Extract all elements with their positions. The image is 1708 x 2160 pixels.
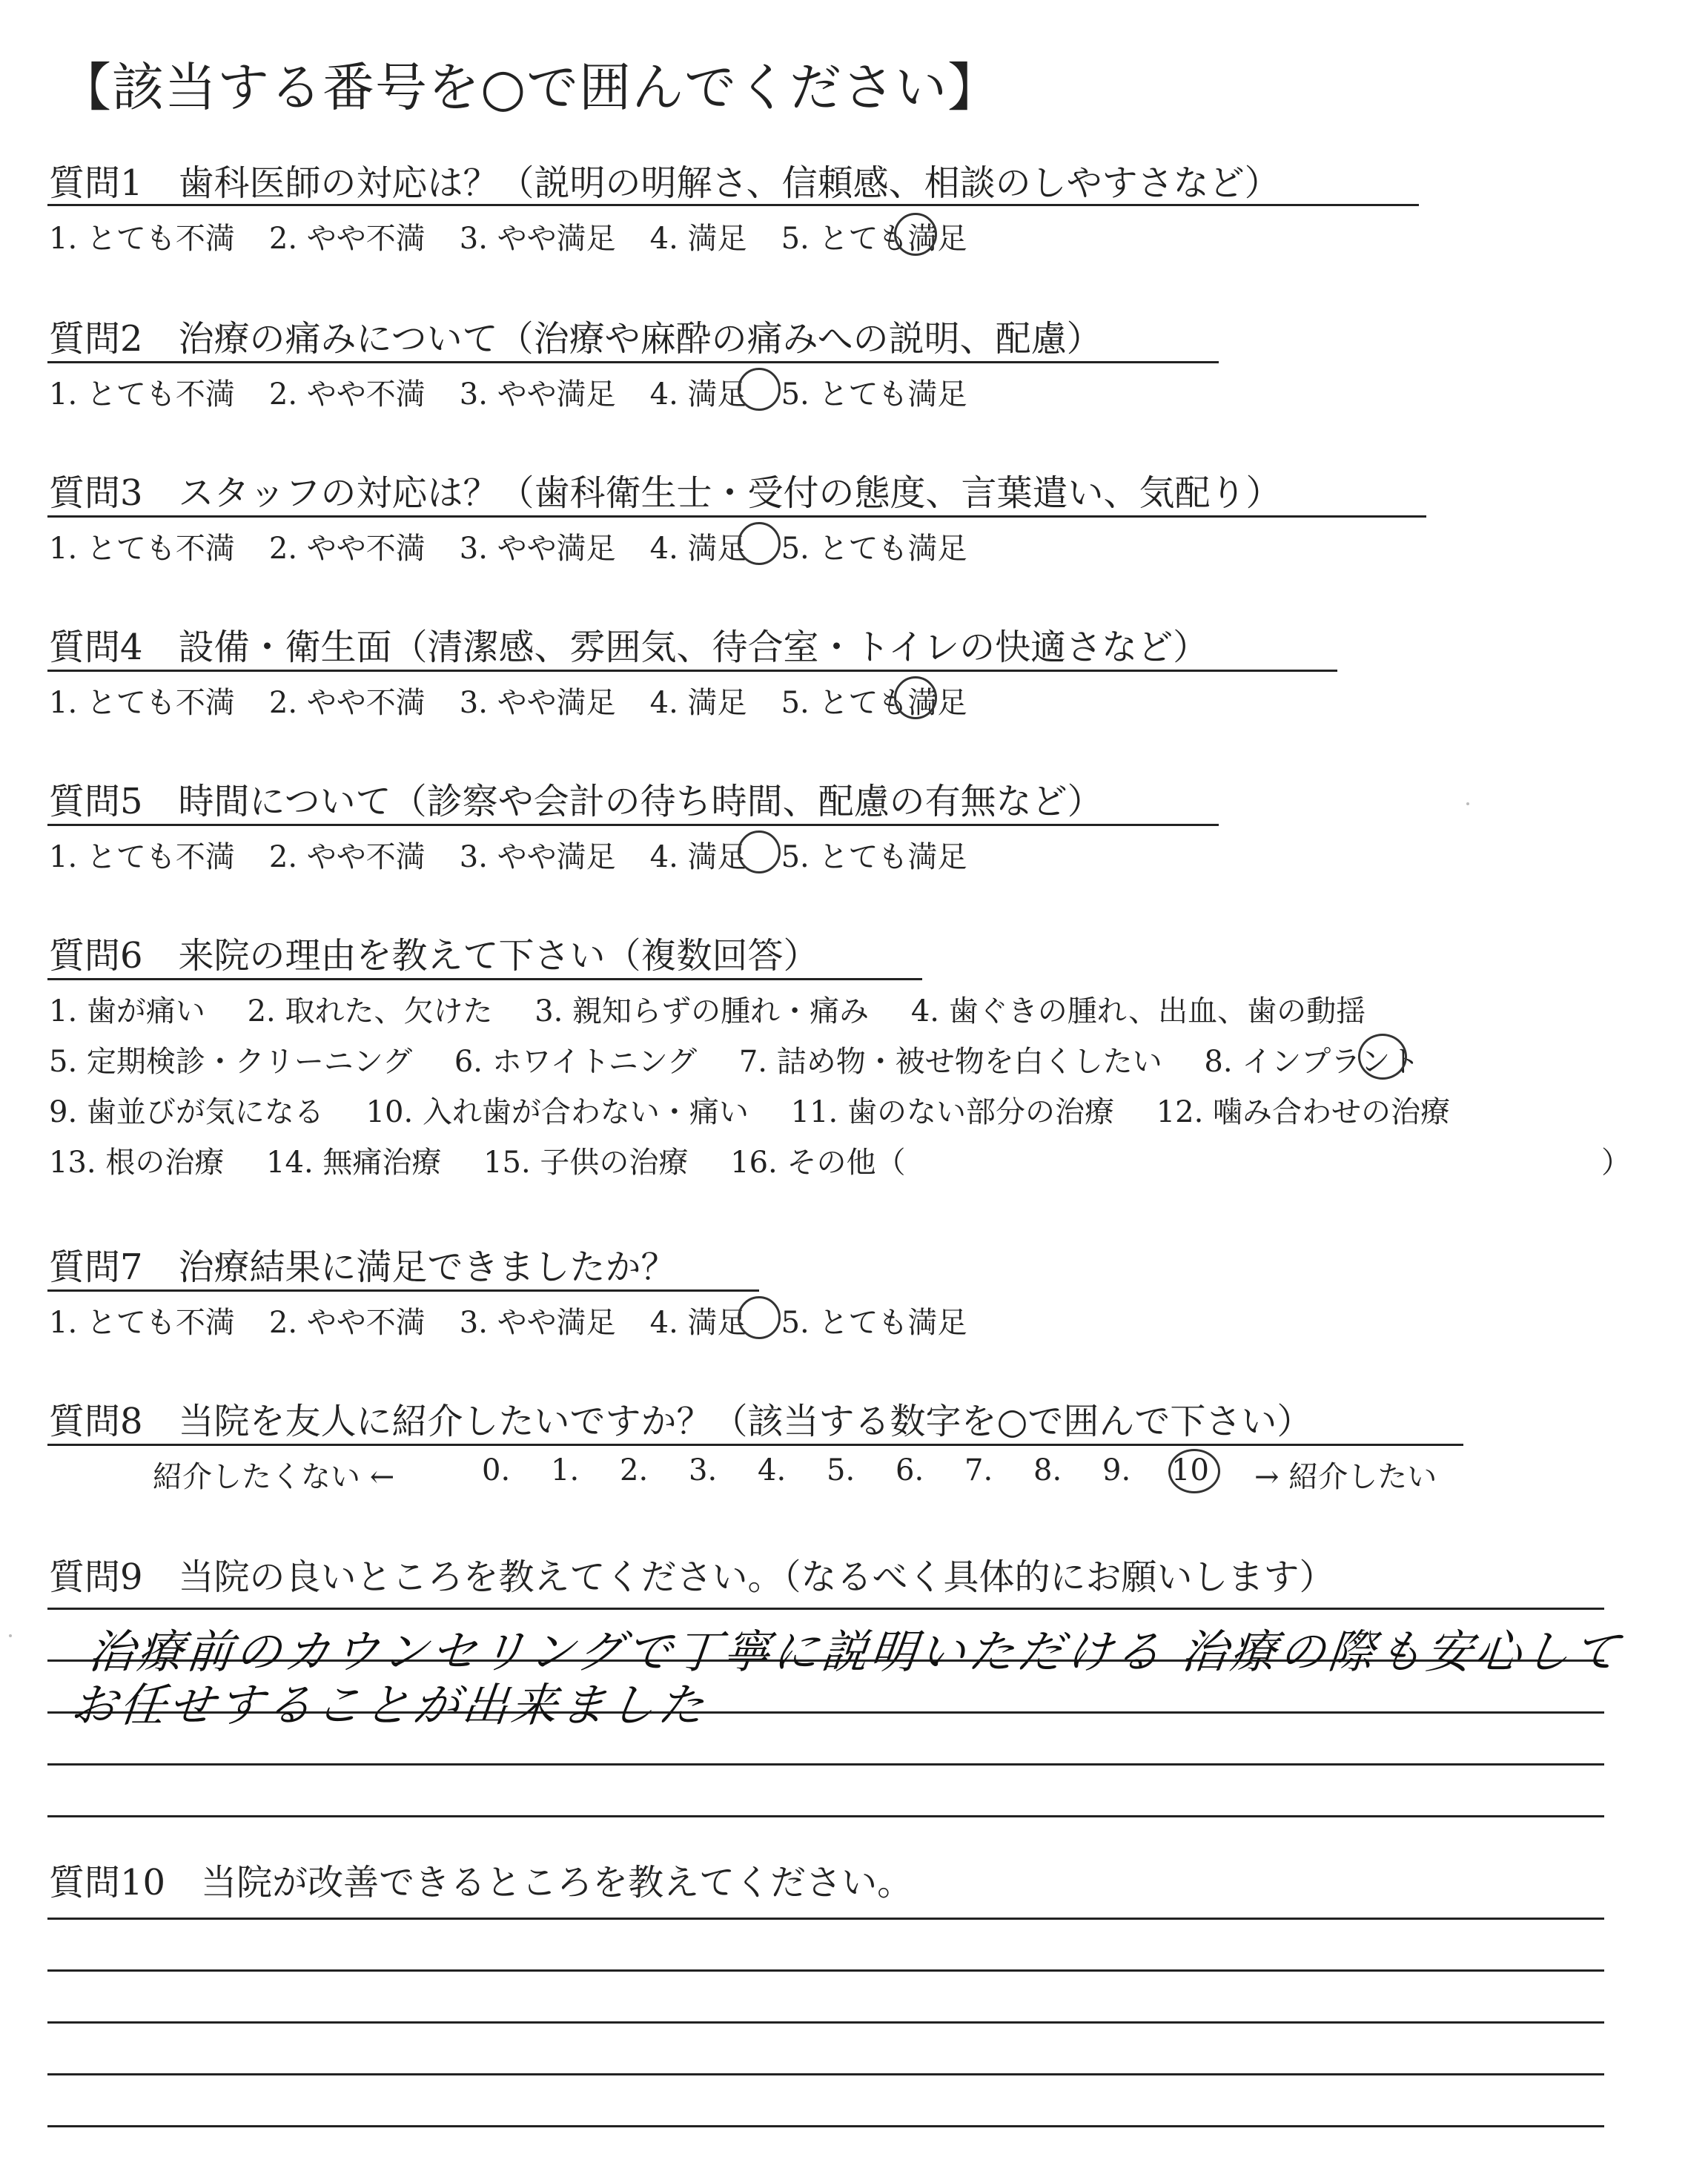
q6-opt-7[interactable]: 7. 詰め物・被せ物を白くしたい <box>738 1045 1162 1079</box>
q6-opt-8[interactable]: 8. インプラント <box>1204 1045 1420 1079</box>
q1-opt-2[interactable]: 2. やや不満 <box>268 222 426 256</box>
q9-handwritten-answer-1: 治療前のカウンセリングで丁寧に説明いただける 治療の際も安心して <box>85 1625 1625 1679</box>
q5-opt-4[interactable]: 4. 満足 <box>649 840 747 874</box>
q6-opt-1[interactable]: 1. 歯が痛い <box>49 994 205 1028</box>
q8-opt-0[interactable]: 0. <box>482 1453 511 1487</box>
q7-underline <box>47 1289 759 1292</box>
q6-opt-11[interactable]: 11. 歯のない部分の治療 <box>790 1095 1114 1129</box>
q2-circle-mark <box>738 368 781 411</box>
scan-speck <box>1466 802 1469 805</box>
q10-answer-line-3 <box>47 2021 1604 2024</box>
q6-opt-16[interactable]: 16. その他（ <box>730 1146 906 1180</box>
q3-opt-1[interactable]: 1. とても不満 <box>49 532 235 566</box>
q5-opt-3[interactable]: 3. やや満足 <box>459 840 616 874</box>
q10-answer-line-4 <box>47 2073 1604 2075</box>
q2-opt-3[interactable]: 3. やや満足 <box>459 377 616 412</box>
q8-opt-7[interactable]: 7. <box>964 1453 993 1487</box>
q5-circle-mark <box>738 830 781 873</box>
q4-opt-1[interactable]: 1. とても不満 <box>49 686 235 720</box>
q6-opt-9[interactable]: 9. 歯並びが気になる <box>49 1095 324 1129</box>
q7-opt-2[interactable]: 2. やや不満 <box>268 1306 426 1340</box>
q8-title: 質問8 当院を友人に紹介したいですか？（該当する数字を○で囲んで下さい） <box>49 1401 1313 1442</box>
q8-opt-10[interactable]: 10 <box>1171 1453 1209 1487</box>
q6-row-1 <box>49 988 1398 1030</box>
q5-opt-1[interactable]: 1. とても不満 <box>49 840 235 874</box>
q3-opt-4[interactable]: 4. 満足 <box>649 532 747 566</box>
q6-title: 質問6 来院の理由を教えて下さい（複数回答） <box>49 935 819 977</box>
q1-circle-mark <box>894 213 937 256</box>
q5-opt-2[interactable]: 2. やや不満 <box>268 840 426 874</box>
q8-left-label: 紹介したくない ← <box>153 1460 395 1494</box>
q1-underline <box>47 204 1419 206</box>
q3-opt-5[interactable]: 5. とても満足 <box>781 532 967 566</box>
q6-opt-13[interactable]: 13. 根の治療 <box>49 1146 225 1180</box>
q2-underline <box>47 361 1219 363</box>
q4-opt-4[interactable]: 4. 満足 <box>649 686 747 720</box>
q2-opt-1[interactable]: 1. とても不満 <box>49 377 235 412</box>
q6-underline <box>47 978 922 980</box>
q1-opt-5[interactable]: 5. とても満足 <box>781 222 967 256</box>
q6-opt-14[interactable]: 14. 無痛治療 <box>266 1146 442 1180</box>
q6-row-2 <box>49 1038 1452 1080</box>
q3-opt-3[interactable]: 3. やや満足 <box>459 532 616 566</box>
q4-opt-5[interactable]: 5. とても満足 <box>781 686 967 720</box>
q2-opt-5[interactable]: 5. とても満足 <box>781 377 967 412</box>
q6-opt-12[interactable]: 12. 噛み合わせの治療 <box>1156 1095 1451 1129</box>
q8-opt-6[interactable]: 6. <box>896 1453 924 1487</box>
q4-underline <box>47 670 1337 672</box>
q1-opt-1[interactable]: 1. とても不満 <box>49 222 235 256</box>
q9-answer-line-1 <box>47 1608 1604 1610</box>
q8-opt-8[interactable]: 8. <box>1033 1453 1062 1487</box>
q1-title: 質問1 歯科医師の対応は？（説明の明解さ、信頼感、相談のしやすさなど） <box>49 162 1280 204</box>
q5-underline <box>47 824 1219 826</box>
q4-opt-3[interactable]: 3. やや満足 <box>459 686 616 720</box>
q3-opt-2[interactable]: 2. やや不満 <box>268 532 426 566</box>
q1-options[interactable] <box>49 215 1001 257</box>
q2-opt-2[interactable]: 2. やや不満 <box>268 377 426 412</box>
q6-opt-6[interactable]: 6. ホワイトニング <box>454 1045 698 1079</box>
q3-options[interactable] <box>49 525 1001 567</box>
q8-right-label: → 紹介したい <box>1254 1460 1437 1494</box>
q7-options[interactable] <box>49 1299 1001 1341</box>
q7-opt-5[interactable]: 5. とても満足 <box>781 1306 967 1340</box>
q6-opt-4[interactable]: 4. 歯ぐきの腫れ、出血、歯の動揺 <box>910 994 1366 1028</box>
q6-row-4 <box>49 1139 938 1181</box>
q8-opt-3[interactable]: 3. <box>689 1453 718 1487</box>
q7-opt-4[interactable]: 4. 満足 <box>649 1306 747 1340</box>
q2-options[interactable] <box>49 371 1001 413</box>
q9-title: 質問9 当院の良いところを教えてください。（なるべく具体的にお願いします） <box>49 1556 1335 1598</box>
q7-opt-1[interactable]: 1. とても不満 <box>49 1306 235 1340</box>
q8-underline <box>47 1444 1463 1446</box>
q10-answer-line-1 <box>47 1918 1604 1920</box>
q5-opt-5[interactable]: 5. とても満足 <box>781 840 967 874</box>
q6-other-close-paren: ） <box>1601 1146 1631 1180</box>
q9-answer-line-4 <box>47 1763 1604 1766</box>
q4-options[interactable] <box>49 679 1001 721</box>
q1-opt-3[interactable]: 3. やや満足 <box>459 222 616 256</box>
q7-circle-mark <box>738 1296 781 1339</box>
q8-opt-9[interactable]: 9. <box>1102 1453 1131 1487</box>
q4-title: 質問4 設備・衛生面（清潔感、雰囲気、待合室・トイレの快適さなど） <box>49 627 1209 668</box>
q2-opt-4[interactable]: 4. 満足 <box>649 377 747 412</box>
q3-underline <box>47 515 1426 518</box>
q7-opt-3[interactable]: 3. やや満足 <box>459 1306 616 1340</box>
q6-opt-15[interactable]: 15. 子供の治療 <box>483 1146 689 1180</box>
q6-opt-3[interactable]: 3. 親知らずの腫れ・痛み <box>534 994 870 1028</box>
q8-opt-1[interactable]: 1. <box>551 1453 580 1487</box>
q9-answer-line-5 <box>47 1815 1604 1817</box>
q8-opt-5[interactable]: 5. <box>827 1453 855 1487</box>
q3-title: 質問3 スタッフの対応は？（歯科衛生士・受付の態度、言葉遣い、気配り） <box>49 472 1282 514</box>
q6-row-3 <box>49 1089 1483 1131</box>
q10-answer-line-2 <box>47 1969 1604 1972</box>
q7-title: 質問7 治療結果に満足できましたか？ <box>49 1246 677 1288</box>
q1-opt-4[interactable]: 4. 満足 <box>649 222 747 256</box>
q10-title: 質問10 当院が改善できるところを教えてください。 <box>49 1862 913 1903</box>
q6-circle-mark <box>1358 1034 1407 1080</box>
q5-title: 質問5 時間について（診察や会計の待ち時間、配慮の有無など） <box>49 781 1103 822</box>
q6-opt-2[interactable]: 2. 取れた、欠けた <box>247 994 493 1028</box>
page-header: 【該当する番号を○で囲んでください】 <box>59 57 1001 118</box>
q8-scale[interactable] <box>482 1453 1231 1487</box>
scan-speck <box>9 1634 12 1637</box>
q8-opt-4[interactable]: 4. <box>758 1453 787 1487</box>
q4-circle-mark <box>894 676 937 719</box>
q9-handwritten-answer-2: お任せすることが出来ました <box>67 1678 710 1732</box>
q6-opt-5[interactable]: 5. 定期検診・クリーニング <box>49 1045 413 1079</box>
q8-opt-2[interactable]: 2. <box>620 1453 649 1487</box>
q3-circle-mark <box>738 522 781 565</box>
q6-opt-10[interactable]: 10. 入れ歯が合わない・痛い <box>365 1095 749 1129</box>
q10-answer-line-5 <box>47 2125 1604 2127</box>
q5-options[interactable] <box>49 833 1001 876</box>
q2-title: 質問2 治療の痛みについて（治療や麻酔の痛みへの説明、配慮） <box>49 318 1102 360</box>
q4-opt-2[interactable]: 2. やや不満 <box>268 686 426 720</box>
q8-circle-mark <box>1168 1449 1220 1493</box>
